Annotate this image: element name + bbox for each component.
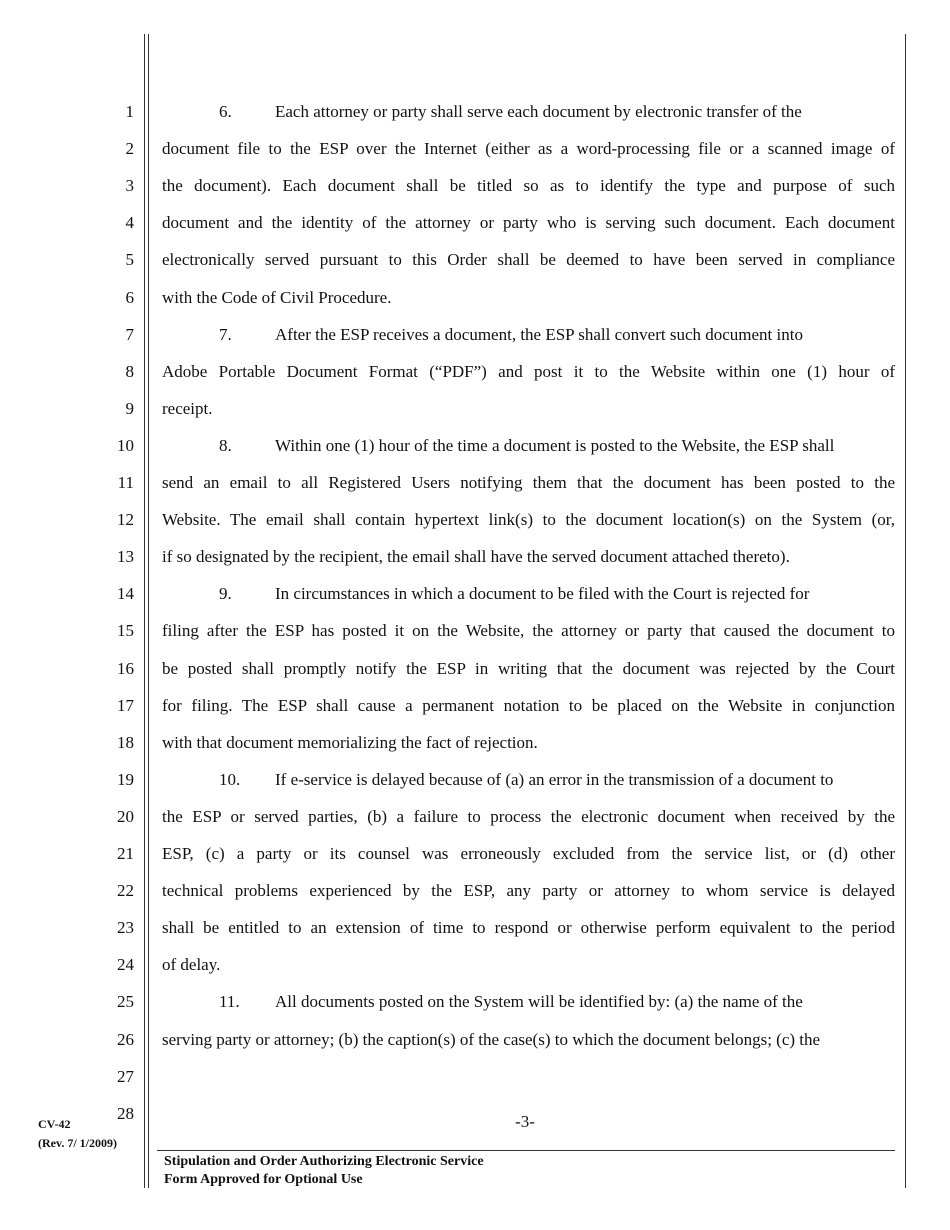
- text-line: the ESP or served parties, (b) a failure to process the electronic document when received by the: [162, 806, 895, 826]
- form-revision: (Rev. 7/ 1/2009): [38, 1136, 117, 1150]
- text-line: [162, 770, 895, 790]
- paragraph-text: After the ESP receives a document, the ESP shall convert such document into: [275, 324, 803, 344]
- paragraph-text: All documents posted on the System will be identified by: (a) the name of the: [275, 992, 803, 1012]
- paragraph-number: 6.: [219, 102, 232, 121]
- paragraph-number: 9.: [219, 584, 232, 604]
- line-number: 23: [117, 918, 134, 938]
- paragraph-number: 10.: [219, 769, 241, 789]
- text-line: send an email to all Registered Users notifying them that the document has been posted to the: [162, 473, 895, 492]
- paragraph-text: Each attorney or party shall serve each document by electronic transfer of the: [275, 102, 802, 121]
- text-line: technical problems experienced by the ESP, any party or attorney to whom service is delayed: [162, 881, 895, 901]
- line-number: 3: [125, 176, 134, 196]
- line-number: 6: [125, 287, 134, 307]
- line-number: 27: [117, 1066, 134, 1086]
- line-number: 8: [125, 361, 134, 381]
- line-number: 1: [125, 102, 134, 121]
- text-line: [162, 584, 895, 604]
- line-number: 25: [117, 992, 134, 1012]
- text-line: Adobe Portable Document Format (“PDF”) and post it to the Website within one (1) hour of: [162, 361, 895, 381]
- line-number: 24: [117, 955, 134, 975]
- text-line: with that document memorializing the fact of rejection.: [162, 732, 538, 752]
- text-line: if so designated by the recipient, the email shall have the served document attached thereto).: [162, 547, 790, 567]
- line-number: 18: [117, 732, 134, 752]
- line-number: 4: [125, 213, 134, 233]
- paragraph-text: Within one (1) hour of the time a document is posted to the Website, the ESP shall: [275, 435, 835, 455]
- line-number: 9: [125, 398, 134, 418]
- footer-divider: [157, 1150, 895, 1151]
- text-line: filing after the ESP has posted it on the Website, the attorney or party that caused the document to: [162, 621, 895, 641]
- text-line: the document). Each document shall be titled so as to identify the type and purpose of such: [162, 176, 895, 196]
- line-number: 15: [117, 621, 134, 641]
- paragraph-number: 11.: [219, 992, 240, 1012]
- text-line: for filing. The ESP shall cause a permanent notation to be placed on the Website in conjunction: [162, 695, 895, 715]
- text-line: with the Code of Civil Procedure.: [162, 287, 392, 307]
- line-number: 2: [125, 139, 134, 159]
- text-line: [162, 102, 895, 122]
- text-line: of delay.: [162, 955, 221, 975]
- paragraph-text: In circumstances in which a document to be filed with the Court is rejected for: [275, 584, 810, 604]
- left-margin-rule-outer: [144, 34, 145, 1188]
- line-number: 19: [117, 769, 134, 789]
- line-number: 16: [117, 658, 134, 678]
- line-number: 17: [117, 695, 134, 715]
- line-number: 26: [117, 1029, 134, 1049]
- text-line: receipt.: [162, 398, 213, 418]
- paragraph-number: 8.: [219, 435, 232, 455]
- text-line: [162, 325, 895, 345]
- form-code: CV-42: [38, 1117, 71, 1131]
- text-line: [162, 992, 895, 1012]
- line-number: 11: [117, 473, 134, 492]
- line-number: 10: [117, 435, 134, 455]
- line-number: 22: [117, 881, 134, 901]
- text-line: ESP, (c) a party or its counsel was erroneously excluded from the service list, or (d) other: [162, 844, 895, 863]
- line-number: 13: [117, 547, 134, 567]
- text-line: [162, 436, 895, 456]
- text-line: document and the identity of the attorney or party who is serving such document. Each document: [162, 213, 895, 233]
- text-line: serving party or attorney; (b) the caption(s) of the case(s) to which the document belongs; (c) the: [162, 1029, 821, 1049]
- line-number: 20: [117, 806, 134, 826]
- line-number: 5: [125, 250, 134, 270]
- footer-title: Stipulation and Order Authorizing Electronic Service: [164, 1154, 484, 1169]
- page-number: -3-: [515, 1112, 535, 1131]
- text-line: document file to the ESP over the Internet (either as a word-processing file or a scanned image of: [162, 139, 895, 159]
- text-line: Website. The email shall contain hypertext link(s) to the document location(s) on the System (or,: [162, 510, 895, 530]
- text-line: electronically served pursuant to this Order shall be deemed to have been served in compliance: [162, 250, 895, 270]
- text-line: shall be entitled to an extension of time to respond or otherwise perform equivalent to the period: [162, 918, 895, 938]
- text-line: be posted shall promptly notify the ESP in writing that the document was rejected by the Court: [162, 658, 895, 678]
- paragraph-text: If e-service is delayed because of (a) an error in the transmission of a document to: [275, 769, 834, 789]
- left-margin-rule-inner: [148, 34, 149, 1188]
- paragraph-number: 7.: [219, 324, 232, 344]
- footer-subtitle: Form Approved for Optional Use: [164, 1172, 363, 1187]
- line-number: 14: [117, 584, 134, 604]
- right-margin-rule: [905, 34, 906, 1188]
- line-number: 28: [117, 1103, 134, 1123]
- line-number: 12: [117, 510, 134, 530]
- line-number: 7: [125, 324, 134, 344]
- line-number: 21: [117, 844, 134, 863]
